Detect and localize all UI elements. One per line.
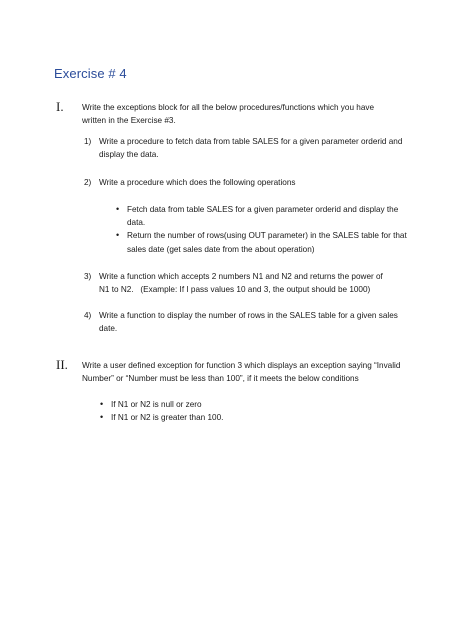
item-2-bullet-2-line-2: sales date (get sales date from the about operation) [127,245,315,254]
bullet-icon: • [116,204,120,214]
item-number-3: 3) [84,272,92,281]
bullet-icon: • [100,399,104,409]
section-2-bullet-1: If N1 or N2 is null or zero [111,400,202,409]
item-4-line-1: Write a function to display the number of rows in the SALES table for a given sales [99,311,398,320]
item-3-line-1: Write a function which accepts 2 numbers N1 and N2 and returns the power of [99,272,383,281]
item-number-4: 4) [84,311,92,320]
item-2-line-1: Write a procedure which does the following operations [99,178,296,187]
item-4-line-2: date. [99,324,118,333]
section-1-intro-line-2: written in the Exercise #3. [82,116,176,125]
item-2-bullet-1-line-2: data. [127,218,146,227]
exercise-title: Exercise # 4 [54,66,127,81]
item-1-line-2: display the data. [99,150,159,159]
item-number-2: 2) [84,178,92,187]
item-1-line-1: Write a procedure to fetch data from table SALES for a given parameter orderid and [99,137,403,146]
section-numeral-1: I. [56,99,64,114]
bullet-icon: • [116,230,120,240]
section-2-intro-line-1: Write a user defined exception for function 3 which displays an exception saying “Invalid [82,361,401,370]
section-2-bullet-2: If N1 or N2 is greater than 100. [111,413,224,422]
item-3-line-2: N1 to N2. (Example: If I pass values 10 and 3, the output should be 1000) [99,285,371,294]
item-2-bullet-2-line-1: Return the number of rows(using OUT parameter) in the SALES table for that [127,231,407,240]
bullet-icon: • [100,412,104,422]
item-2-bullet-1-line-1: Fetch data from table SALES for a given parameter orderid and display the [127,205,399,214]
section-numeral-2: II. [56,357,68,372]
section-1-intro-line-1: Write the exceptions block for all the below procedures/functions which you have [82,103,375,112]
item-number-1: 1) [84,137,92,146]
section-2-intro-line-2: Number” or “Number must be less than 100”, if it meets the below conditions [82,374,359,383]
